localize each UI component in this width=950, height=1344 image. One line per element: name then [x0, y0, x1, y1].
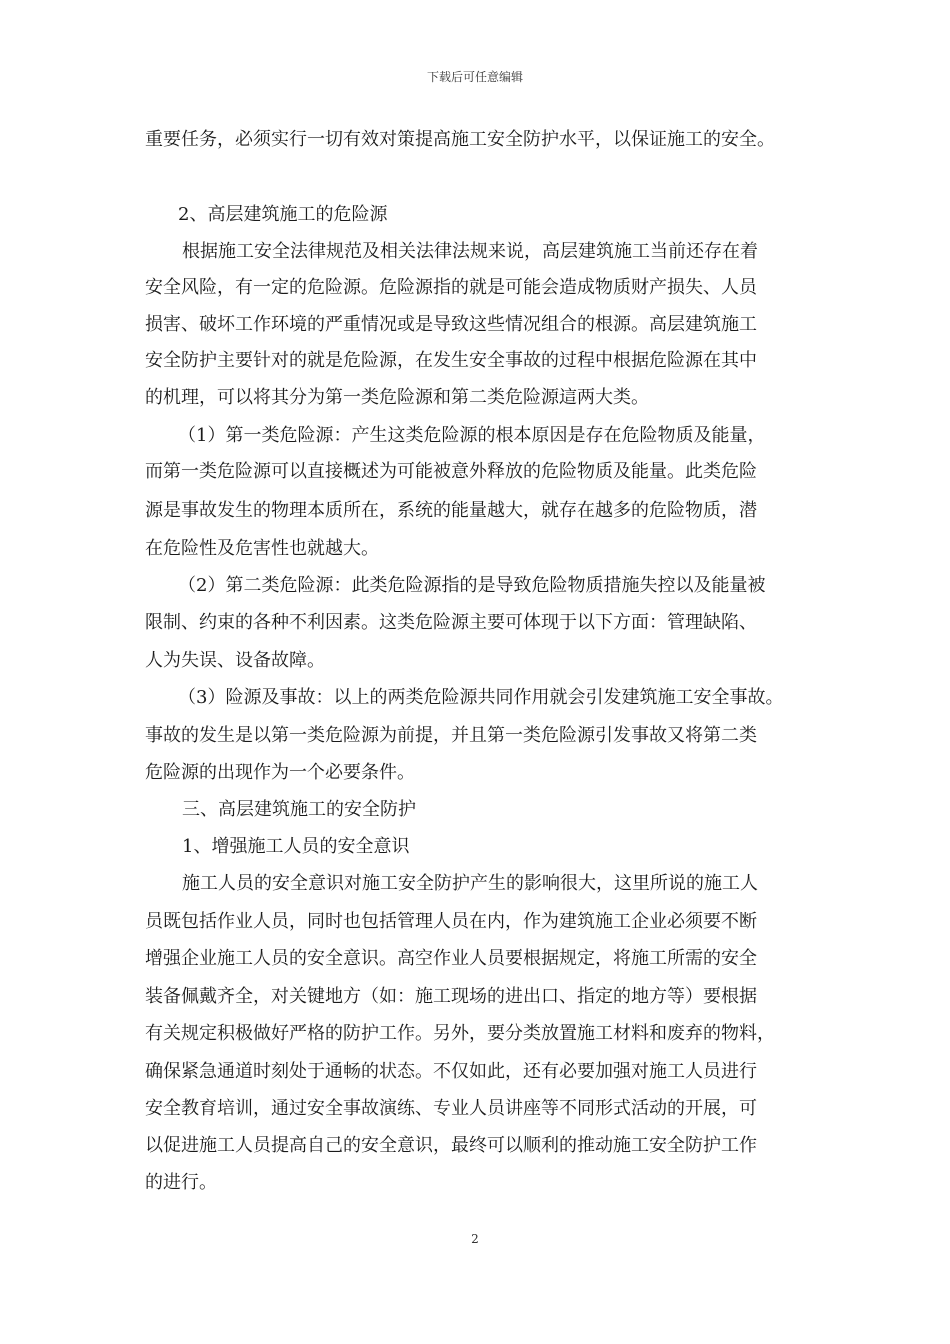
page-header: 下载后可任意编辑 [426, 70, 523, 84]
body-line: 以促进施工人员提高自己的安全意识，最终可以顺利的推动施工安全防护工作 [145, 1135, 757, 1156]
body-line: 增强企业施工人员的安全意识。高空作业人员要根据规定，将施工所需的安全 [145, 948, 757, 969]
body-line: 有关规定积极做好严格的防护工作。另外，要分类放置施工材料和废弃的物料， [145, 1023, 775, 1044]
body-line: 人为失误、设备故障。 [145, 650, 325, 671]
body-line: 确保紧急通道时刻处于通畅的状态。不仅如此，还有必要加强对施工人员进行 [145, 1061, 757, 1082]
body-line: 限制、约束的各种不利因素。这类危险源主要可体现于以下方面：管理缺陷、 [145, 612, 757, 633]
body-line: 安全防护主要针对的就是危险源，在发生安全事故的过程中根据危险源在其中 [145, 350, 757, 371]
section-heading: 三、高层建筑施工的安全防护 [182, 799, 416, 820]
body-line: 装备佩戴齐全，对关键地方（如：施工现场的进出口、指定的地方等）要根据 [145, 986, 757, 1007]
body-line: 而第一类危险源可以直接概述为可能被意外释放的危险物质及能量。此类危险 [145, 461, 757, 482]
body-line: 在危险性及危害性也就越大。 [145, 538, 379, 559]
body-line: 源是事故发生的物理本质所在，系统的能量越大，就存在越多的危险物质，潜 [145, 500, 757, 521]
body-line: 重要任务，必须实行一切有效对策提高施工安全防护水平，以保证施工的安全。 [145, 129, 775, 150]
body-line: 的进行。 [145, 1172, 217, 1193]
body-line: 根据施工安全法律规范及相关法律法规来说，高层建筑施工当前还存在着 [182, 241, 758, 262]
body-line: 施工人员的安全意识对施工安全防护产生的影响很大，这里所说的施工人 [182, 873, 758, 894]
body-line: 安全教育培训，通过安全事故演练、专业人员讲座等不同形式活动的开展，可 [145, 1098, 757, 1119]
body-line: 安全风险，有一定的危险源。危险源指的就是可能会造成物质财产损失、人员 [145, 277, 757, 298]
body-line: 损害、破坏工作环境的严重情况或是导致这些情况组合的根源。高层建筑施工 [145, 314, 757, 335]
body-line: 员既包括作业人员，同时也包括管理人员在内，作为建筑施工企业必须要不断 [145, 911, 757, 932]
section-heading: 2、高层建筑施工的危险源 [178, 204, 388, 225]
section-heading: 1、增强施工人员的安全意识 [182, 836, 410, 857]
body-line: 的机理，可以将其分为第一类危险源和第二类危险源這两大类。 [145, 387, 649, 408]
body-line: （2）第二类危险源：此类危险源指的是导致危险物质措施失控以及能量被 [178, 575, 766, 596]
body-line: 事故的发生是以第一类危险源为前提，并且第一类危险源引发事故又将第二类 [145, 725, 757, 746]
body-line: （1）第一类危险源：产生这类危险源的根本原因是存在危险物质及能量， [178, 425, 766, 446]
body-line: 危险源的出现作为一个必要条件。 [145, 762, 415, 783]
body-line: （3）险源及事故：以上的两类危险源共同作用就会引发建筑施工安全事故。 [178, 687, 784, 708]
page-number: 2 [471, 1232, 479, 1246]
